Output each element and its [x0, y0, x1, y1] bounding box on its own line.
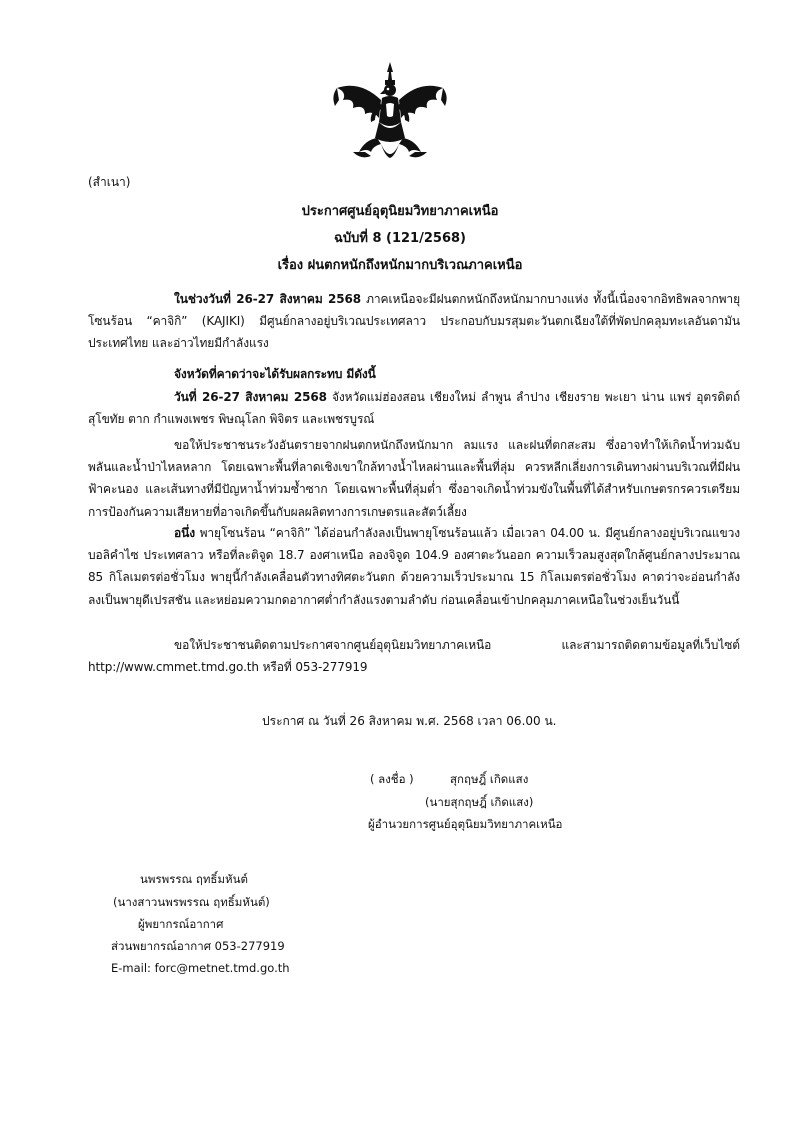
copy-note: (สำเนา): [88, 175, 131, 189]
signed-label: ( ลงชื่อ ): [370, 772, 414, 786]
paragraph-forecast: [88, 288, 740, 355]
affected-provinces-heading: จังหวัดที่คาดว่าจะได้รับผลกระทบ มีดังนี้: [174, 367, 376, 381]
signed-name: สุกฤษฎิ์ เกิดแสง: [450, 772, 529, 786]
contact-name: นพรพรรณ ฤทธิ์มหันต์: [140, 872, 248, 886]
announce-date-line: ประกาศ ณ วันที่ 26 สิงหาคม พ.ศ. 2568 เวลา 06.00 น.: [262, 714, 557, 728]
storm-status-text: พายุโซนร้อน “คาจิกิ” ได้อ่อนกำลังลงเป็นพายุโซนร้อนแล้ว เมื่อเวลา 04.00 น. มีศูนย์กลางอยู่บริเวณแขวงบอลิคำไซ ประเทศลาว หรือที่ละติจูด 18.7 องศาเหนือ ลองจิจูด 104.9 องศาตะวันออก ความเร็วลมสูงสุดใกล้ศูนย์กลางประมาณ 85 กิโลเมตรต่อชั่วโมง พายุนี้กำลังเคลื่อนตัวทางทิศตะวันตก ด้วยความเร็วประมาณ 15 กิโลเมตรต่อชั่วโมง คาดว่าจะอ่อนกำลังลงเป็นพายุดีเปรสชัน และหย่อมความกดอากาศต่ำกำลังแรงตามลำดับ ก่อนเคลื่อนเข้าปกคลุมภาคเหนือในช่วงเย็นวันนี้: [88, 526, 740, 607]
forecast-period: ในช่วงวันที่ 26-27 สิงหาคม 2568: [174, 292, 362, 306]
contact-full-name: (นางสาวนพรพรรณ ฤทธิ์มหันต์): [113, 895, 270, 909]
signer-position: ผู้อำนวยการศูนย์อุตุนิยมวิทยาภาคเหนือ: [368, 817, 563, 831]
storm-status-lead: อนึ่ง: [174, 526, 195, 540]
provinces-date: วันที่ 26-27 สิงหาคม 2568: [174, 390, 327, 404]
provinces-list: จังหวัดแม่ฮ่องสอน เชียงใหม่ ลำพูน ลำปาง เชียงราย พะเยา น่าน แพร่ อุตรดิตถ์ สุโขทัย ตาก กำแพงเพชร พิษณุโลก พิจิตร และเพชรบูรณ์: [88, 390, 740, 427]
garuda-emblem-icon: [325, 60, 455, 170]
signer-full-name: (นายสุกฤษฎิ์ เกิดแสง): [425, 795, 534, 809]
contact-email: E-mail: forc@metnet.tmd.go.th: [111, 961, 290, 975]
paragraph-warning: ขอให้ประชาชนระวังอันตรายจากฝนตกหนักถึงหนักมาก ลมแรง และฝนที่ตกสะสม ซึ่งอาจทำให้เกิดน้ำท่วมฉับพลันและน้ำป่าไหลหลาก โดยเฉพาะพื้นที่ลาดเชิงเขาใกล้ทางน้ำไหลผ่านและพื้นที่ลุ่ม ควรหลีกเลี่ยงการเดินทางผ่านบริเวณที่มีฝนฟ้าคะนอง และเส้นทางที่มีปัญหาน้ำท่วมซ้ำซาก โดยเฉพาะพื้นที่ลุ่มต่ำ ซึ่งอาจเกิดน้ำท่วมขังในพื้นที่ได้สำหรับเกษตรกรควรเตรียมการป้องกันความเสียหายที่อาจเกิดขึ้นกับผลผลิตทางการเกษตรและสัตว์เลี้ยง: [88, 438, 740, 519]
subject-line: เรื่อง ฝนตกหนักถึงหนักมากบริเวณภาคเหนือ: [277, 258, 523, 273]
paragraph-follow-updates: ขอให้ประชาชนติดตามประกาศจากศูนย์อุตุนิยมวิทยาภาคเหนือ และสามารถติดตามข้อมูลที่เว็บไซต์ http://www.cmmet.tmd.go.th หรือที่ 053-277919: [88, 638, 740, 675]
contact-division: ส่วนพยากรณ์อากาศ 053-277919: [111, 939, 285, 953]
forecast-text: ภาคเหนือจะมีฝนตกหนักถึงหนักมากบางแห่ง ทั้งนี้เนื่องจากอิทธิพลจากพายุโซนร้อน “คาจิกิ” (KAJIKI) มีศูนย์กลางอยู่บริเวณประเทศลาว ประกอบกับมรสุมตะวันตกเฉียงใต้ที่พัดปกคลุมทะเลอันดามัน ประเทศไทย และอ่าวไทยมีกำลังแรง: [88, 292, 740, 351]
announcement-title: ประกาศศูนย์อุตุนิยมวิทยาภาคเหนือ: [301, 204, 499, 219]
paragraph-provinces: [88, 386, 740, 430]
issue-number: ฉบับที่ 8 (121/2568): [334, 231, 466, 246]
paragraph-storm-status: [88, 522, 740, 611]
contact-role: ผู้พยากรณ์อากาศ: [138, 917, 224, 931]
